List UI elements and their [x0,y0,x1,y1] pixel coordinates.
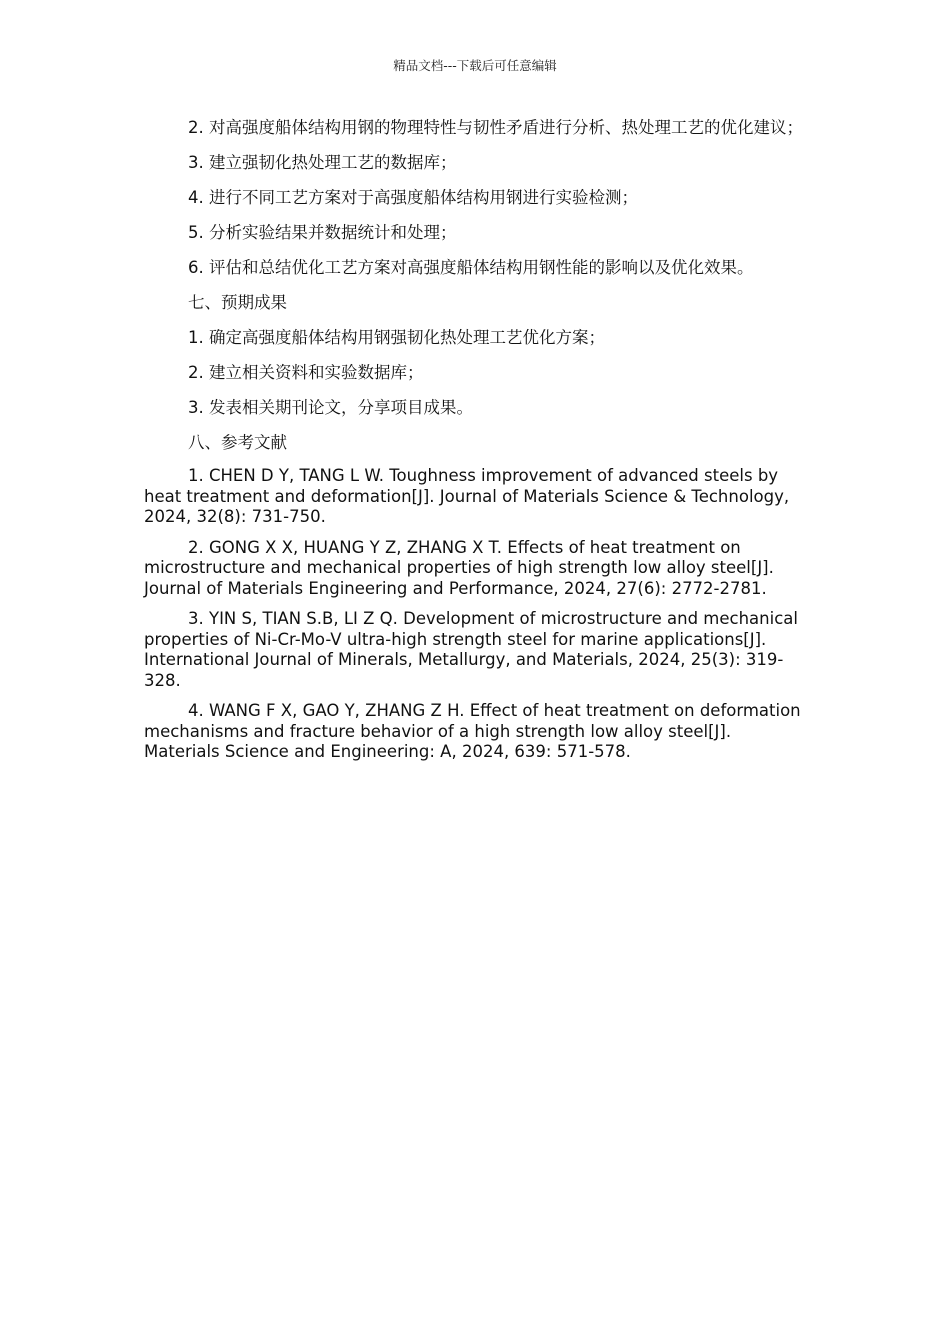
list-item: 3. 发表相关期刊论文，分享项目成果。 [188,398,473,417]
list-item: 1. 确定高强度船体结构用钢强韧化热处理工艺优化方案； [188,328,605,347]
reference-item: 1. CHEN D Y, TANG L W. Toughness improvement of advanced steels by heat treatment and deformation[J]. Journal of Materials Science & Technology, 2024, 32(8): 731-750. [144,466,790,526]
section-heading-expected-results: 七、预期成果 [188,293,287,312]
reference-item: 2. GONG X X, HUANG Y Z, ZHANG X T. Effects of heat treatment on microstructure and mechanical properties of high strength low alloy steel[J]. Journal of Materials Engineering and Performance, 2024, 27(6): 2772-2781. [144,537,774,598]
reference-item: 4. WANG F X, GAO Y, ZHANG Z H. Effect of heat treatment on deformation mechanisms and fracture behavior of a high strength low alloy steel[J]. Materials Science and Engineering: A, 2024, 639: 571-578. [144,701,801,761]
document-body [144,116,804,773]
list-item: 2. 建立相关资料和实验数据库； [188,363,424,382]
section-heading-references: 八、参考文献 [188,433,287,452]
list-item: 4. 进行不同工艺方案对于高强度船体结构用钢进行实验检测； [188,188,638,207]
list-item: 6. 评估和总结优化工艺方案对高强度船体结构用钢性能的影响以及优化效果。 [188,258,754,277]
list-item: 2. 对高强度船体结构用钢的物理特性与韧性矛盾进行分析、热处理工艺的优化建议； [188,118,803,137]
list-item: 5. 分析实验结果并数据统计和处理； [188,223,457,242]
list-item: 3. 建立强韧化热处理工艺的数据库； [188,153,457,172]
reference-item: 3. YIN S, TIAN S.B, LI Z Q. Development of microstructure and mechanical properties of Ni-Cr-Mo-V ultra-high strength steel for marine applications[J]. International Journal of Minerals, Metallurgy, and Materials, 2024, 25(3): 319-328. [144,609,798,690]
page-header: 精品文档---下载后可任意编辑 [393,58,557,73]
